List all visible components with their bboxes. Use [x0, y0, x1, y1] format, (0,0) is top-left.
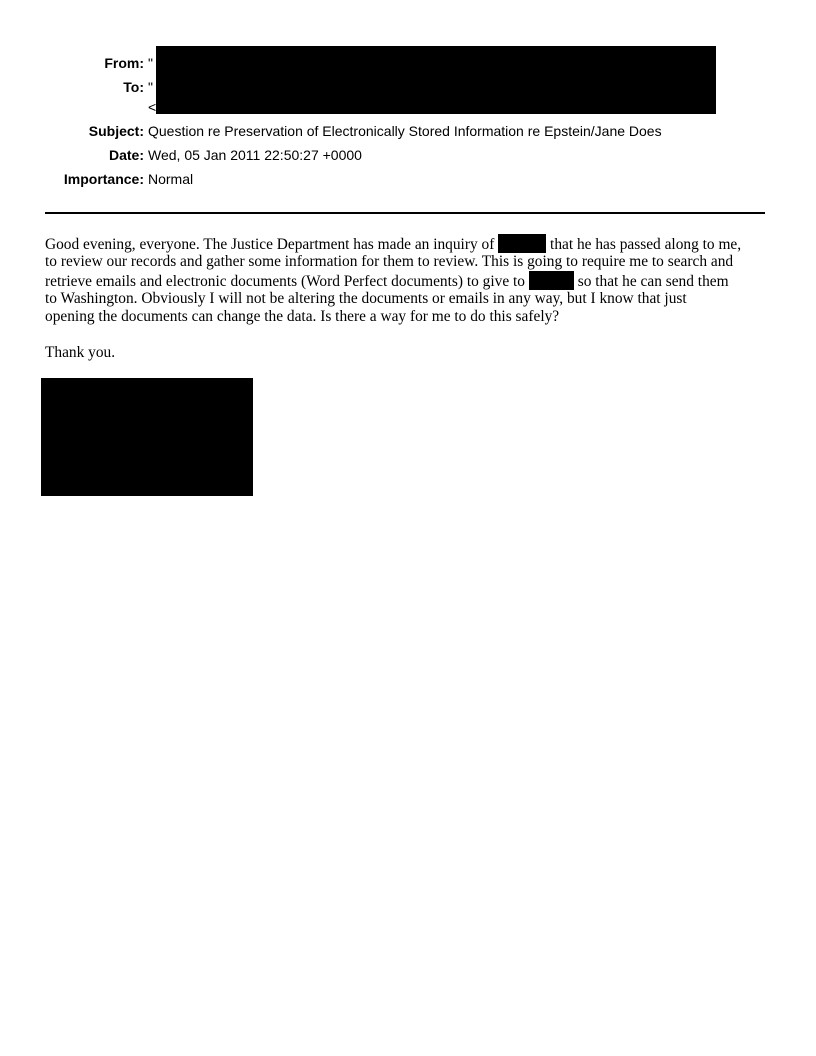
- body-line-1-start: Good evening, everyone. The Justice Department has made an inquiry of: [45, 236, 495, 253]
- body-line-5: opening the documents can change the data. Is there a way for me to do this safely?: [45, 308, 560, 325]
- from-value: ": [148, 55, 153, 71]
- to-value-continued: <: [148, 99, 157, 115]
- inline-redaction-1: [498, 234, 546, 253]
- subject-label: Subject:: [88, 123, 144, 139]
- importance-label: Importance:: [63, 171, 144, 187]
- date-value: Wed, 05 Jan 2011 22:50:27 +0000: [148, 147, 362, 163]
- inline-redaction-2: [529, 271, 574, 290]
- body-line-1: [45, 234, 775, 255]
- subject-value: Question re Preservation of Electronically Stored Information re Epstein/Jane Does: [148, 123, 662, 139]
- signature-redaction: [41, 378, 253, 496]
- date-label: Date:: [108, 147, 144, 163]
- closing-thanks: Thank you.: [45, 344, 116, 361]
- body-line-2: to review our records and gather some information for them to review. This is going to require me to search and: [45, 253, 734, 270]
- body-line-3-end: so that he can send them: [577, 273, 729, 290]
- to-value: ": [148, 79, 153, 95]
- header-divider: [45, 212, 765, 214]
- from-label: From:: [104, 55, 144, 71]
- header-redaction: [156, 46, 716, 114]
- body-line-3-start: retrieve emails and electronic documents (Word Perfect documents) to give to: [45, 273, 525, 290]
- importance-value: Normal: [148, 171, 194, 187]
- body-line-4: to Washington. Obviously I will not be altering the documents or emails in any way, but I know that just: [45, 290, 687, 307]
- body-line-1-end: that he has passed along to me,: [550, 236, 742, 253]
- body-line-3: [45, 271, 775, 292]
- to-label: To:: [123, 79, 144, 95]
